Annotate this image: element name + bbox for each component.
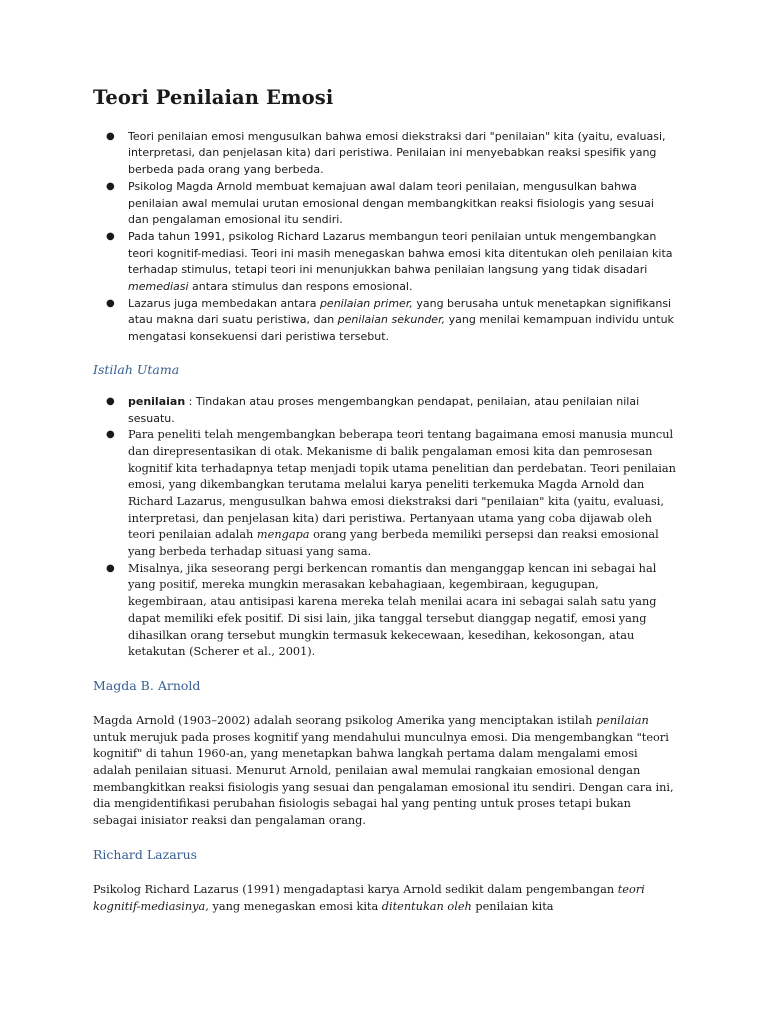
bullet-text-italic: penilaian sekunder, bbox=[337, 313, 446, 327]
list-item bbox=[93, 427, 678, 561]
term-bold: penilaian bbox=[128, 395, 186, 409]
section-heading-arnold: Magda B. Arnold bbox=[93, 677, 201, 693]
bullet-text: yang berusaha untuk menetapkan signifikansi atau makna dari suatu peristiwa, dan bbox=[128, 297, 672, 327]
document-page bbox=[93, 86, 678, 915]
bullet-text: orang yang berbeda memiliki persepsi dan reaksi emosional yang berbeda terhadap situasi yang sama. bbox=[128, 528, 659, 559]
arnold-paragraph bbox=[93, 713, 678, 830]
list-item bbox=[93, 179, 678, 228]
section-heading-istilah: Istilah Utama bbox=[93, 362, 180, 378]
istilah-bullet-list bbox=[93, 394, 678, 661]
list-item bbox=[93, 561, 678, 661]
bullet-text: yang menilai kemampuan individu untuk mengatasi konsekuensi dari peristiwa tersebut. bbox=[128, 313, 674, 343]
bullet-text: Pada tahun 1991, psikolog Richard Lazarus membangun teori penilaian untuk mengembangkan teori kognitif-mediasi. Teori ini masih menegaskan bahwa emosi kita ditentukan oleh penilaian kita terhadap stimulus, tetapi teori ini menunjukkan bahwa penilaian langsung yang tidak disadari bbox=[128, 230, 673, 277]
lazarus-paragraph bbox=[93, 882, 678, 915]
bullet-text-italic: penilaian primer, bbox=[319, 297, 413, 311]
paragraph-text: yang menegaskan emosi kita bbox=[208, 899, 382, 913]
bullet-icon: ● bbox=[106, 429, 115, 441]
paragraph-text-italic: teori kognitif-mediasinya, bbox=[93, 882, 645, 913]
bullet-icon: ● bbox=[106, 131, 115, 142]
document-title: Teori Penilaian Emosi bbox=[93, 86, 334, 109]
bullet-text: Misalnya, jika seseorang pergi berkencan romantis dan menganggap kencan ini sebagai hal yang positif, mereka mungkin merasakan kebahagiaan, kegembiraan, kegugupan, kegembiraan, atau antisipasi karena mereka telah menilai acara ini sebagai salah satu yang dapat memiliki efek positif. Di sisi lain, jika tanggal tersebut dianggap negatif, emosi yang dihasilkan orang tersebut mungkin termasuk kekecewaan, kesedihan, kekosongan, atau ketakutan (Scherer et al., 2001). bbox=[128, 561, 657, 659]
bullet-icon: ● bbox=[106, 298, 115, 310]
bullet-text: antara stimulus dan respons emosional. bbox=[188, 279, 413, 293]
list-item bbox=[93, 129, 678, 178]
paragraph-text-italic: ditentukan oleh bbox=[381, 899, 472, 913]
bullet-icon: ● bbox=[106, 231, 115, 243]
bullet-text: Lazarus juga membedakan antara bbox=[128, 297, 320, 311]
list-item bbox=[93, 296, 678, 345]
paragraph-text: untuk merujuk pada proses kognitif yang mendahului munculnya emosi. Dia mengembangkan "teori kognitif" di tahun 1960-an, yang menetapkan bahwa langkah pertama dalam mengalami emosi adalah penilaian situasi. Menurut Arnold, penilaian awal memulai rangkaian emosional dengan membangkitkan reaksi fisiologis yang sesuai dan pengalaman emosional itu sendiri. Dengan cara ini, dia mengidentifikasi perubahan fisiologis sebagai hal yang penting untuk proses tetapi bukan sebagai inisiator reaksi dan pengalaman orang. bbox=[93, 730, 674, 828]
bullet-text: Psikolog Magda Arnold membuat kemajuan awal dalam teori penilaian, mengusulkan bahwa penilaian awal memulai urutan emosional dengan membangkitkan reaksi fisiologis yang sesuai dan pengalaman emosional itu sendiri. bbox=[128, 180, 654, 227]
paragraph-text-italic: penilaian bbox=[595, 713, 649, 727]
bullet-icon: ● bbox=[106, 562, 115, 574]
term-definition: : Tindakan atau proses mengembangkan pendapat, penilaian, atau penilaian nilai sesuatu. bbox=[128, 395, 640, 425]
bullet-text-italic: memediasi bbox=[128, 279, 189, 293]
list-item bbox=[93, 394, 678, 427]
bullet-text: Teori penilaian emosi mengusulkan bahwa emosi diekstraksi dari "penilaian" kita (yaitu, evaluasi, interpretasi, dan penjelasan kita) dari peristiwa. Penilaian ini menyebabkan reaksi spesifik yang berbeda pada orang yang berbeda. bbox=[128, 130, 666, 176]
bullet-icon: ● bbox=[106, 396, 115, 408]
paragraph-text: penilaian kita bbox=[471, 899, 554, 913]
bullet-icon: ● bbox=[106, 181, 115, 193]
bullet-text: Para peneliti telah mengembangkan beberapa teori tentang bagaimana emosi manusia muncul dan direpresentasikan di otak. Mekanisme di balik pengalaman emosi kita dan pemrosesan kognitif kita terhadapnya tetap menjadi topik utama penelitian dan perdebatan. Teori penilaian emosi, yang dikembangkan terutama melalui karya peneliti terkemuka Magda Arnold dan Richard Lazarus, mengusulkan bahwa emosi diekstraksi dari "penilaian" kita (yaitu, evaluasi, interpretasi, dan penjelasan kita) dari peristiwa. Pertanyaan utama yang coba dijawab oleh teori penilaian adalah bbox=[128, 428, 676, 542]
bullet-text-italic: mengapa bbox=[256, 528, 310, 542]
list-item bbox=[93, 229, 678, 295]
intro-bullet-list bbox=[93, 129, 678, 345]
paragraph-text: Psikolog Richard Lazarus (1991) mengadaptasi karya Arnold sedikit dalam pengembangan bbox=[93, 882, 618, 896]
paragraph-text: Magda Arnold (1903–2002) adalah seorang psikolog Amerika yang menciptakan istilah bbox=[93, 713, 596, 727]
section-heading-lazarus: Richard Lazarus bbox=[93, 846, 198, 862]
